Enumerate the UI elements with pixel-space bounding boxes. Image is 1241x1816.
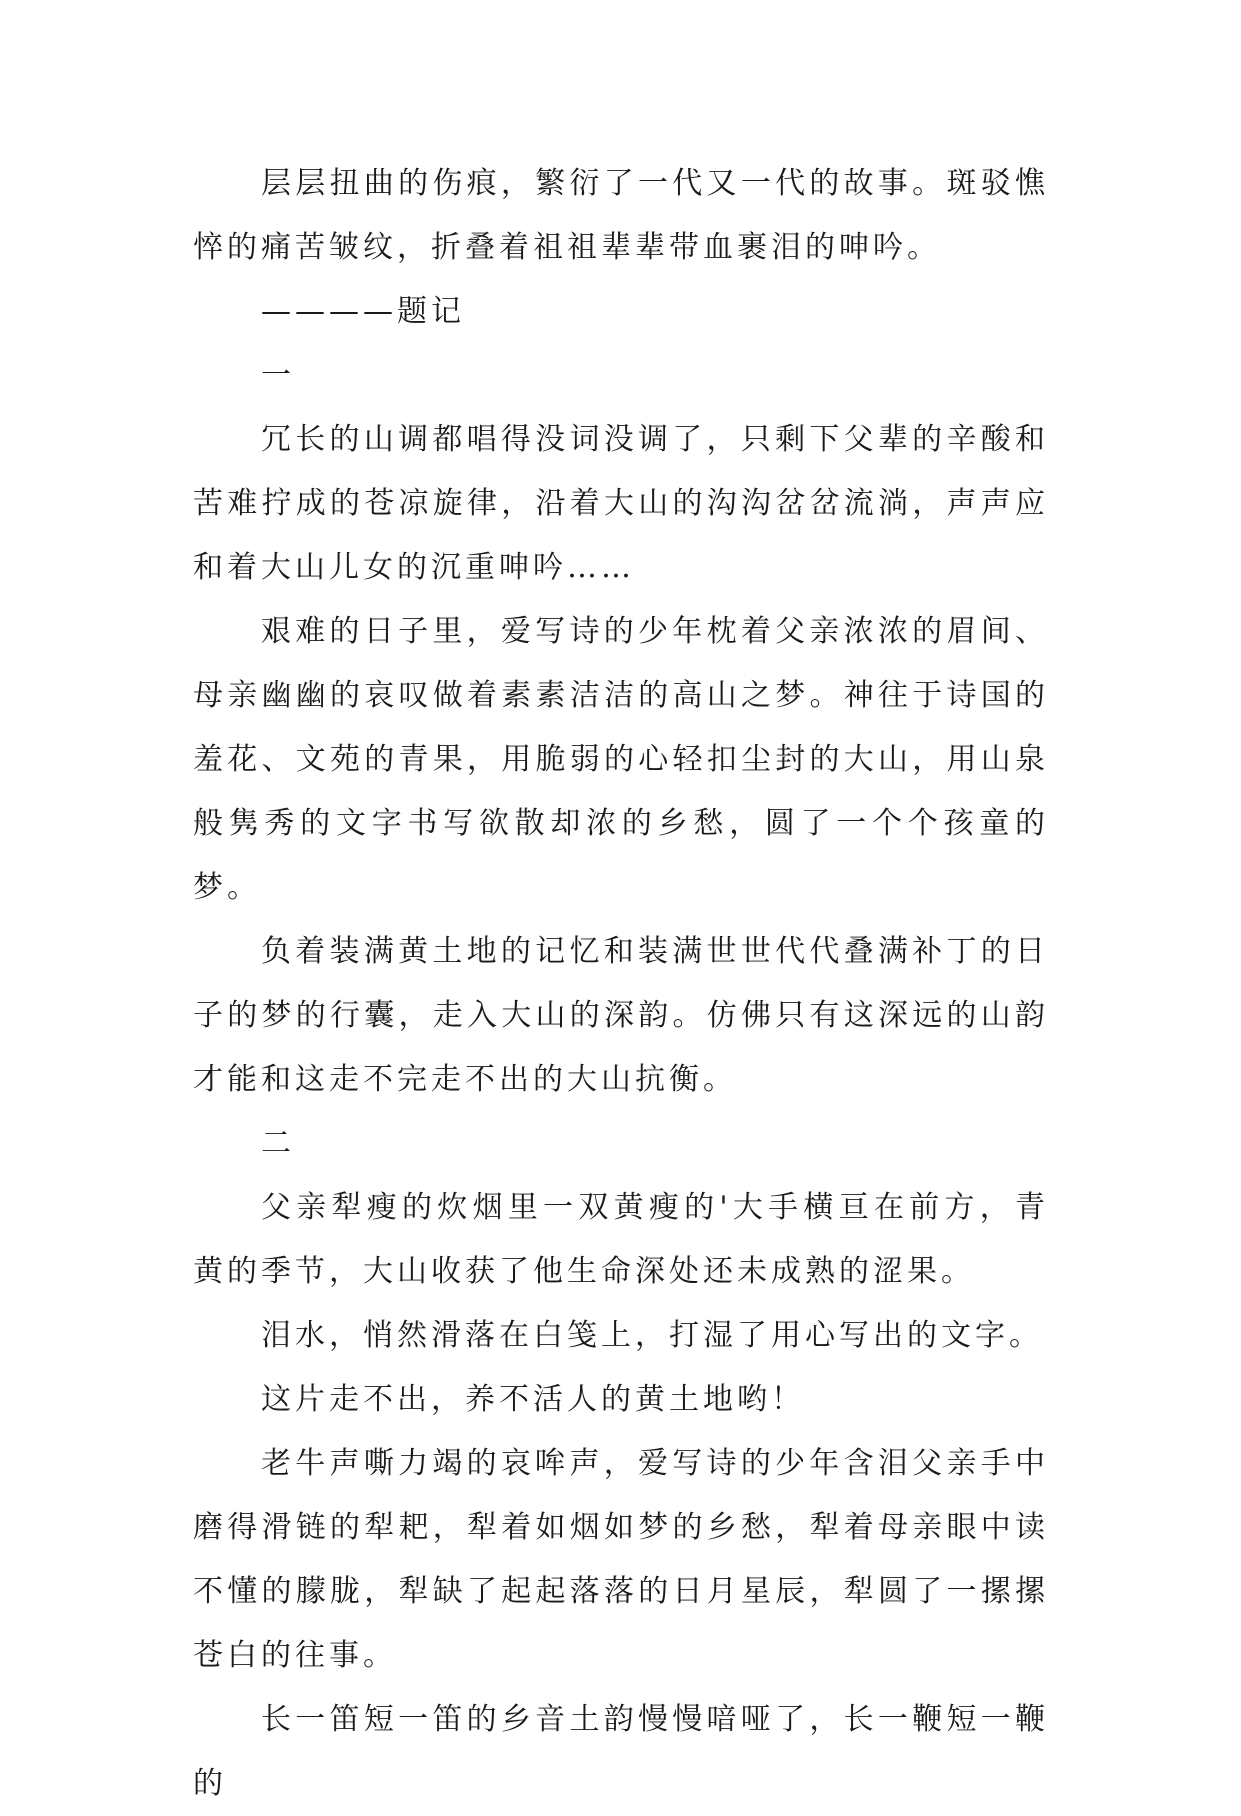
paragraph: 艰难的日子里，爱写诗的少年枕着父亲浓浓的眉间、母亲幽幽的哀叹做着素素洁洁的高山之梦。神往于诗国的羞花、文苑的青果，用脆弱的心轻扣尘封的大山，用山泉般隽秀的文字书写欲散却浓的乡愁，圆了一个个孩童的梦。 [193, 614, 1049, 905]
paragraph: 这片走不出，养不活人的黄土地哟！ [261, 1382, 805, 1417]
paragraph-preface: 层层扭曲的伤痕，繁衍了一代又一代的故事。斑驳憔悴的痛苦皱纹，折叠着祖祖辈辈带血裹泪的呻吟。 [193, 166, 1049, 265]
paragraph-inscription-signature: ————题记 [261, 294, 465, 329]
document-body [193, 152, 1049, 1816]
paragraph: 父亲犁瘦的炊烟里一双黄瘦的'大手横亘在前方，青黄的季节，大山收获了他生命深处还未成熟的涩果。 [193, 1190, 1049, 1289]
paragraph: 泪水，悄然滑落在白笺上，打湿了用心写出的文字。 [261, 1318, 1043, 1353]
section-heading-one: 一 [261, 358, 295, 393]
paragraph: 老牛声嘶力竭的哀哞声，爱写诗的少年含泪父亲手中磨得滑链的犁耙，犁着如烟如梦的乡愁，犁着母亲眼中读不懂的朦胧，犁缺了起起落落的日月星辰，犁圆了一摞摞苍白的往事。 [193, 1446, 1049, 1673]
paragraph: 长一笛短一笛的乡音土韵慢慢喑哑了，长一鞭短一鞭的 [193, 1702, 1049, 1801]
paragraph: 负着装满黄土地的记忆和装满世世代代叠满补丁的日子的梦的行囊，走入大山的深韵。仿佛只有这深远的山韵才能和这走不完走不出的大山抗衡。 [193, 934, 1049, 1097]
section-heading-two: 二 [261, 1126, 295, 1161]
paragraph: 冗长的山调都唱得没词没调了，只剩下父辈的辛酸和苦难拧成的苍凉旋律，沿着大山的沟沟岔岔流淌，声声应和着大山儿女的沉重呻吟…… [193, 422, 1049, 585]
